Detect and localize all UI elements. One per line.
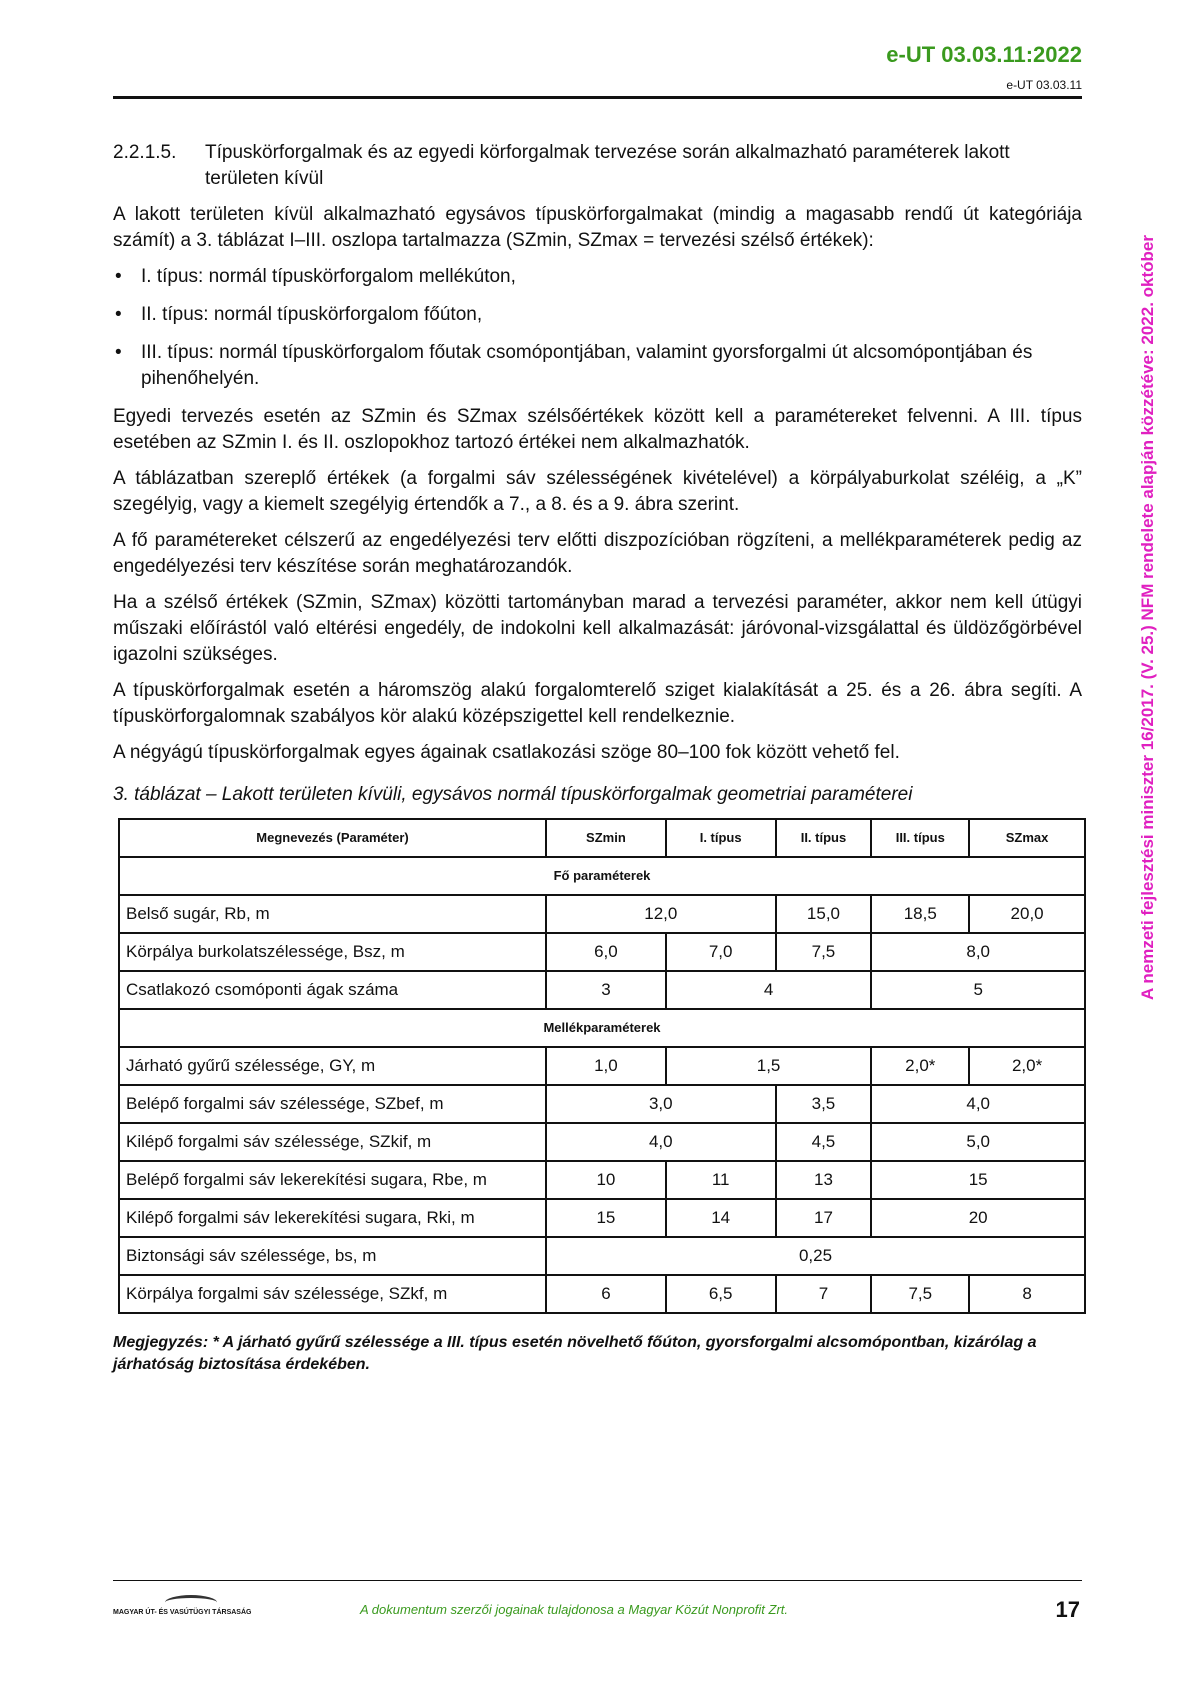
document-code-small: e-UT 03.03.11 <box>1006 78 1082 92</box>
logo-arc-icon <box>165 1595 217 1610</box>
paragraph: A négyágú típuskörforgalmak egyes ágainak csatlakozási szöge 80–100 fok között vehető fel. <box>113 742 900 763</box>
table-cell: 4,0 <box>871 1085 1085 1123</box>
table-row <box>119 1047 1085 1085</box>
page-content <box>113 140 1082 1376</box>
table-row <box>119 971 1085 1009</box>
list-item: • I. típus: normál típuskörforgalom mellékúton, <box>113 264 1082 290</box>
table-cell: 10 <box>546 1161 666 1199</box>
paragraph: Egyedi tervezés esetén az SZmin és SZmax szélsőértékek között kell a paramétereket felvenni. A III. típus esetében az SZmin I. és II. oszlopokhoz tartozó értékei nem alkalmazhatók. <box>113 406 1082 453</box>
table-cell: 15 <box>871 1161 1085 1199</box>
table-row <box>119 1275 1085 1313</box>
table-cell: 6,0 <box>546 933 666 971</box>
table-cell: 3,5 <box>776 1085 872 1123</box>
column-header: SZmin <box>546 819 666 857</box>
table-cell: 1,5 <box>666 1047 872 1085</box>
list-item: • III. típus: normál típuskörforgalom főutak csomópontjában, valamint gyorsforgalmi út alcsomópontjában és pihenőhelyén. <box>113 340 1082 392</box>
row-label: Belső sugár, Rb, m <box>119 895 546 933</box>
table-group-row <box>119 857 1085 895</box>
copyright-notice: A dokumentum szerzői jogainak tulajdonosa a Magyar Közút Nonprofit Zrt. <box>360 1602 789 1617</box>
column-header: Megnevezés (Paraméter) <box>119 819 546 857</box>
type-list <box>113 264 1082 392</box>
section-title: Típuskörforgalmak és az egyedi körforgalmak tervezése során alkalmazható paraméterek lakott területen kívül <box>205 142 1010 189</box>
side-note-text: A nemzeti fejlesztési miniszter 16/2017. (V. 25.) NFM rendelete alapján közzétéve: 2022. október <box>1138 235 1157 1000</box>
table-row <box>119 1123 1085 1161</box>
table-cell: 20 <box>871 1199 1085 1237</box>
row-label: Belépő forgalmi sáv szélessége, SZbef, m <box>119 1085 546 1123</box>
table-cell: 7,5 <box>776 933 872 971</box>
table-note: Megjegyzés: * A járható gyűrű szélessége a III. típus esetén növelhető főúton, gyorsforgalmi alcsomópontban, kizárólag a járhatóság biztosítása érdekében. <box>113 1334 1037 1373</box>
table-cell: 18,5 <box>871 895 969 933</box>
table-cell: 12,0 <box>546 895 776 933</box>
table-cell: 7 <box>776 1275 872 1313</box>
group-label: Fő paraméterek <box>119 857 1085 895</box>
table-row <box>119 1161 1085 1199</box>
table-cell: 2,0* <box>969 1047 1085 1085</box>
table-cell: 7,0 <box>666 933 776 971</box>
publisher-logo <box>113 1595 263 1621</box>
document-code: e-UT 03.03.11:2022 <box>886 42 1082 67</box>
table-cell: 3 <box>546 971 666 1009</box>
paragraph: A táblázatban szereplő értékek (a forgalmi sáv szélességének kivételével) a körpályaburkolat széléig, a „K” szegélyig, vagy a kiemelt szegélyig értendők a 7., a 8. és a 9. ábra szerint. <box>113 468 1082 515</box>
page-number: 17 <box>1055 1597 1080 1622</box>
paragraph: A lakott területen kívül alkalmazható egysávos típuskörforgalmakat (mindig a magasabb rendű út kategóriája számít) a 3. táblázat I–III. oszlopa tartalmazza (SZmin, SZmax = tervezési szélső értékek): <box>113 204 1082 251</box>
table-cell: 6,5 <box>666 1275 776 1313</box>
table-cell: 20,0 <box>969 895 1085 933</box>
table-cell: 5,0 <box>871 1123 1085 1161</box>
table-cell: 5 <box>871 971 1085 1009</box>
table-row <box>119 1237 1085 1275</box>
table-cell: 3,0 <box>546 1085 776 1123</box>
row-label: Kilépő forgalmi sáv szélessége, SZkif, m <box>119 1123 546 1161</box>
row-label: Körpálya burkolatszélessége, Bsz, m <box>119 933 546 971</box>
row-label: Biztonsági sáv szélessége, bs, m <box>119 1237 546 1275</box>
footer-divider <box>113 1580 1082 1581</box>
table-caption: 3. táblázat – Lakott területen kívüli, egysávos normál típuskörforgalmak geometriai paraméterei <box>113 784 913 805</box>
table-cell: 7,5 <box>871 1275 969 1313</box>
table-cell: 13 <box>776 1161 872 1199</box>
table-row <box>119 1085 1085 1123</box>
table-header-row <box>119 819 1085 857</box>
table-cell: 11 <box>666 1161 776 1199</box>
row-label: Csatlakozó csomóponti ágak száma <box>119 971 546 1009</box>
table-cell: 1,0 <box>546 1047 666 1085</box>
row-label: Körpálya forgalmi sáv szélessége, SZkf, m <box>119 1275 546 1313</box>
column-header: II. típus <box>776 819 872 857</box>
table-cell: 14 <box>666 1199 776 1237</box>
section-number: 2.2.1.5. <box>113 142 177 163</box>
column-header: SZmax <box>969 819 1085 857</box>
paragraph: A típuskörforgalmak esetén a háromszög alakú forgalomterelő sziget kialakítását a 25. és a 26. ábra segíti. A típuskörforgalomnak szabályos kör alakú középszigettel kell rendelkeznie. <box>113 680 1082 727</box>
table-row <box>119 895 1085 933</box>
table-cell: 17 <box>776 1199 872 1237</box>
column-header: III. típus <box>871 819 969 857</box>
table-cell: 0,25 <box>546 1237 1085 1275</box>
table-cell: 15 <box>546 1199 666 1237</box>
header-divider <box>113 96 1082 99</box>
section-heading <box>113 140 1082 192</box>
side-note <box>1138 165 1157 1000</box>
table-cell: 4,5 <box>776 1123 872 1161</box>
table-group-row <box>119 1009 1085 1047</box>
table-row <box>119 1199 1085 1237</box>
logo-text: MAGYAR ÚT- ÉS VASÚTÜGYI TÁRSASÁG <box>113 1609 252 1616</box>
table-row <box>119 933 1085 971</box>
table-cell: 4 <box>666 971 872 1009</box>
paragraph: A fő paramétereket célszerű az engedélyezési terv előtti diszpozícióban rögzíteni, a mellékparaméterek pedig az engedélyezési terv készítése során meghatározandók. <box>113 530 1082 577</box>
row-label: Kilépő forgalmi sáv lekerekítési sugara, Rki, m <box>119 1199 546 1237</box>
table-cell: 4,0 <box>546 1123 776 1161</box>
list-item: • II. típus: normál típuskörforgalom főúton, <box>113 302 1082 328</box>
table-cell: 2,0* <box>871 1047 969 1085</box>
table-cell: 6 <box>546 1275 666 1313</box>
paragraph: Ha a szélső értékek (SZmin, SZmax) közötti tartományban marad a tervezési paraméter, akkor nem kell útügyi műszaki előírástól való eltérési engedély, de indokolni kell alkalmazását: járóvonal-vizsgálattal és üldözőgörbével igazolni szükséges. <box>113 592 1082 665</box>
group-label: Mellékparaméterek <box>119 1009 1085 1047</box>
parameters-table <box>118 818 1086 1314</box>
table-cell: 8 <box>969 1275 1085 1313</box>
row-label: Belépő forgalmi sáv lekerekítési sugara, Rbe, m <box>119 1161 546 1199</box>
table-cell: 8,0 <box>871 933 1085 971</box>
table-cell: 15,0 <box>776 895 872 933</box>
column-header: I. típus <box>666 819 776 857</box>
row-label: Járható gyűrű szélessége, GY, m <box>119 1047 546 1085</box>
